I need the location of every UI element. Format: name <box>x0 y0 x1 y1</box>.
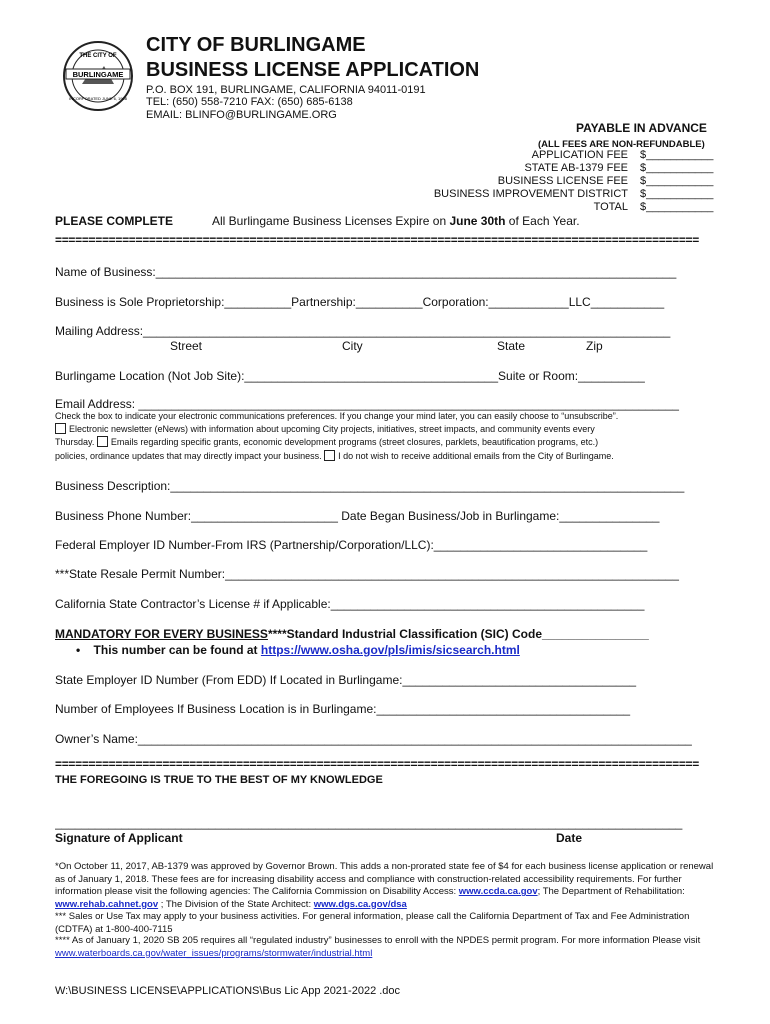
fee-blank-total[interactable]: $___________ <box>640 201 714 213</box>
fee-label-application: APPLICATION FEE <box>531 149 628 161</box>
signature-label: Signature of Applicant <box>55 831 183 845</box>
waterboards-link[interactable]: www.waterboards.ca.gov/water_issues/programs/stormwater/industrial.html <box>55 947 373 959</box>
optout-checkbox[interactable] <box>324 450 335 461</box>
fee-label-total: TOTAL <box>593 201 628 213</box>
payable-in-advance: PAYABLE IN ADVANCE <box>576 121 707 135</box>
owner-name-field[interactable]: Owner’s Name:___________________________________________________________________________________ <box>55 732 692 746</box>
sic-code-field[interactable]: MANDATORY FOR EVERY BUSINESS****Standard Industrial Classification (SIC) Code________________ <box>55 627 649 641</box>
comms-option-enews: Electronic newsletter (eNews) with information about upcoming City projects, initiatives, street impacts, and community events every <box>55 423 595 434</box>
divider-top: ================================================================================================ <box>55 233 699 247</box>
phone-fax: TEL: (650) 558-7210 FAX: (650) 685-6138 <box>146 96 353 108</box>
contractor-license-field[interactable]: California State Contractor’s License # if Applicable:_______________________________________________ <box>55 597 645 611</box>
comms-option-optout: policies, ordinance updates that may directly impact your business. I do not wish to receive additional emails from the City of Burlingame. <box>55 451 614 461</box>
please-complete: PLEASE COMPLETE <box>55 214 174 228</box>
contact-email: EMAIL: BLINFO@BURLINGAME.ORG <box>146 109 337 121</box>
sales-tax-note: *** Sales or Use Tax may apply to your business activities. For general information, please call the California Department of Tax and Fee Administration (CDTFA) at 1-800-400-7115 <box>55 911 690 935</box>
foregoing-statement: THE FOREGOING IS TRUE TO THE BEST OF MY KNOWLEDGE <box>55 774 383 786</box>
comms-intro: Check the box to indicate your electronic communications preferences. If you change your mind later, you can easily choose to “unsubscribe”. <box>55 411 619 421</box>
business-description-field[interactable]: Business Description:_____________________________________________________________________________ <box>55 479 685 493</box>
signature-line[interactable]: ______________________________________________________________________________________________ <box>55 816 683 830</box>
ccda-link[interactable]: www.ccda.ca.gov <box>458 886 538 897</box>
fein-field[interactable]: Federal Employer ID Number-From IRS (Partnership/Corporation/LLC):________________________________ <box>55 538 648 552</box>
business-structure-field[interactable]: Business is Sole Proprietorship:__________Partnership:__________Corporation:____________LLC___________ <box>55 295 665 309</box>
ab1379-note: *On October 11, 2017, AB-1379 was approved by Governor Brown. This adds a non-prorated state fee of $4 for each business license application or renewal as of January 1, 2018. These fees are for increasing disability access and compliance with construction-related accessibility requirements. For further information please visit the following agencies: The California Commission on Disability Access: www.ccda.ca.gov; The Department of Rehabilitation: www.rehab.cahnet.gov ; The Division of the State Architect: www.dgs.ca.gov/dsa <box>55 861 714 910</box>
business-name-field[interactable]: Name of Business:______________________________________________________________________________ <box>55 265 677 279</box>
fee-label-ab1379: STATE AB-1379 FEE <box>524 162 628 174</box>
bullet-icon: • <box>76 643 94 657</box>
fee-blank-ab1379[interactable]: $___________ <box>640 162 714 174</box>
svg-text:BURLINGAME: BURLINGAME <box>72 70 124 79</box>
npdes-note: **** As of January 1, 2020 SB 205 requires all “regulated industry” businesses to enroll with the NPDES permit program. For more information Please visit www.waterboards.ca.gov/water_issues/programs/stormwater/industrial.html <box>55 935 701 959</box>
document-path-footer: W:\BUSINESS LICENSE\APPLICATIONS\Bus Lic App 2021-2022 .doc <box>55 985 401 997</box>
grants-checkbox[interactable] <box>97 436 108 447</box>
comms-option-grants: Thursday. Emails regarding specific grants, economic development programs (street closures, parklets, beautification programs, etc.) <box>55 437 599 447</box>
city-seal-logo <box>62 40 134 112</box>
sic-lookup-note: • This number can be found at https://www.osha.gov/pls/imis/sicsearch.html <box>76 643 520 657</box>
svg-text:INCORPORATED JUNE 6, 1908: INCORPORATED JUNE 6, 1908 <box>69 96 127 101</box>
burlingame-location-field[interactable]: Burlingame Location (Not Job Site):______________________________________Suite or Room:__________ <box>55 369 645 383</box>
label-city: City <box>342 339 363 353</box>
divider-bottom: ================================================================================================ <box>55 757 699 771</box>
fee-label-bid: BUSINESS IMPROVEMENT DISTRICT <box>433 188 628 200</box>
label-street: Street <box>170 339 203 353</box>
title-city: CITY OF BURLINGAME <box>146 34 366 56</box>
title-application: BUSINESS LICENSE APPLICATION <box>146 59 480 81</box>
resale-permit-field[interactable]: ***State Resale Permit Number:____________________________________________________________________ <box>55 567 679 581</box>
business-phone-field[interactable]: Business Phone Number:______________________ Date Began Business/Job in Burlingame:_______________ <box>55 509 660 523</box>
non-refundable-note: (ALL FEES ARE NON-REFUNDABLE) <box>538 139 705 150</box>
email-address-field[interactable]: Email Address: _________________________________________________________________________________ <box>55 397 679 411</box>
enews-checkbox[interactable] <box>55 423 66 434</box>
state-employer-id-field[interactable]: State Employer ID Number (From EDD) If Located in Burlingame:___________________________________ <box>55 673 637 687</box>
label-zip: Zip <box>586 339 603 353</box>
osha-sic-link[interactable]: https://www.osha.gov/pls/imis/sicsearch.html <box>260 643 520 657</box>
label-state: State <box>497 339 526 353</box>
mailing-address: P.O. BOX 191, BURLINGAME, CALIFORNIA 94011-0191 <box>146 84 426 96</box>
fee-blank-application[interactable]: $___________ <box>640 149 714 161</box>
fee-label-license: BUSINESS LICENSE FEE <box>497 175 628 187</box>
svg-text:THE CITY OF: THE CITY OF <box>79 53 117 59</box>
mailing-address-field[interactable]: Mailing Address:_______________________________________________________________________________ <box>55 324 671 338</box>
expiry-notice: All Burlingame Business Licenses Expire on June 30th of Each Year. <box>212 214 580 228</box>
dgs-link[interactable]: www.dgs.ca.gov/dsa <box>313 898 407 910</box>
employee-count-field[interactable]: Number of Employees If Business Location is in Burlingame:______________________________________ <box>55 702 631 716</box>
fee-blank-bid[interactable]: $___________ <box>640 188 714 200</box>
date-label: Date <box>556 831 583 845</box>
rehab-link[interactable]: www.rehab.cahnet.gov <box>55 898 159 910</box>
fee-blank-license[interactable]: $___________ <box>640 175 714 187</box>
